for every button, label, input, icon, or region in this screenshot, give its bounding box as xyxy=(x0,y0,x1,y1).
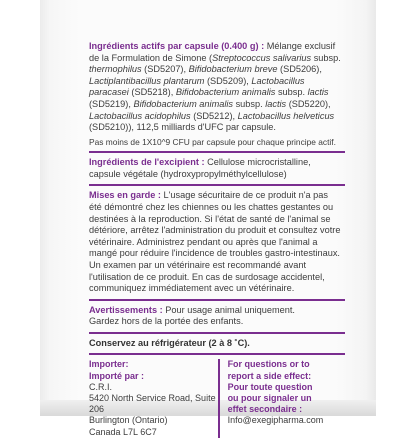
ingredients-heading: Ingrédients actifs par capsule (0.400 g) : xyxy=(89,41,265,51)
warnings-text: L'usage sécuritaire de ce produit n'a pas été démontré chez les chiennes ou les chattes gestantes ou destinées à la reproduction. Si l'état de santé de l'animal se détériore, arrêtez l'administration du produit et consultez votre vétérinaire. Administrez pendant ou après que l'animal a mangé pour réduire l'incidence de troubles gastro-intestinaux. Un examen par un vétérinaire est recommandé avant l'utilisation de ce produit. En cas de surdosage accidentel, communiquez immédiatement avec un vétérinaire. xyxy=(89,190,341,294)
contact-heading-line: effet secondaire : xyxy=(227,404,303,415)
importer-heading-fr: Importé par : xyxy=(89,370,145,381)
importer-address-line: 5420 North Service Road, Suite 206 xyxy=(89,393,216,415)
importer-address-line: C.R.I. xyxy=(89,381,113,392)
excipients-paragraph xyxy=(89,157,341,180)
contact-heading-line: Pour toute question xyxy=(227,381,313,392)
label-content xyxy=(89,41,341,438)
warnings-heading: Mises en garde : xyxy=(89,190,161,201)
importer-block xyxy=(89,359,218,437)
importer-address-line: Canada L7L 6C7 xyxy=(89,426,157,437)
importer-address-line: Burlington (Ontario) xyxy=(89,415,168,426)
divider xyxy=(89,299,345,301)
divider xyxy=(89,353,345,355)
cfu-note: Pas moins de 1X10^9 CFU par capsule pour chaque principe actif. xyxy=(89,136,336,147)
cautions-text: Pour usage animal uniquement. xyxy=(162,304,295,315)
cautions-paragraph xyxy=(89,305,341,317)
ingredients-text: Mélange exclusif de la Formulation de Simone (Streptococcus salivarius subsp. thermophilus (SD5207), Bifidobacterium breve (SD5206), Lactiplantibacillus plantarum (SD5209), Lactobacillus paracasei (SD5218), Bifidobacterium animalis subsp. lactis (SD5219), Bifidobacterium animalis subsp. lactis (SD5220), Lactobacillus acidophilus (SD5212), Lactobacillus helveticus (SD5210)), 112,5 milliards d'UFC par capsule. xyxy=(89,41,341,133)
importer-heading-en: Importer: xyxy=(89,359,129,370)
contact-heading-line: report a side effect: xyxy=(227,370,312,381)
ingredients-paragraph xyxy=(89,41,341,134)
divider xyxy=(89,151,345,153)
excipients-text: Cellulose microcristalline, capsule végétale (hydroxypropylméthylcellulose) xyxy=(89,157,311,179)
contact-block xyxy=(218,359,341,437)
excipients-heading: Ingrédients de l'excipient : xyxy=(89,157,205,168)
cautions-heading: Avertissements : xyxy=(89,304,163,315)
contact-heading-line: ou pour signaler un xyxy=(227,393,312,404)
footer-columns xyxy=(89,359,341,437)
divider xyxy=(89,332,345,334)
divider xyxy=(89,184,345,186)
storage-instructions: Conservez au réfrigérateur (2 à 8 ˚C). xyxy=(89,337,250,348)
contact-heading-line: For questions or to xyxy=(227,359,310,370)
cautions-line2: Gardez hors de la portée des enfants. xyxy=(89,316,244,327)
contact-email: Info@exegipharma.com xyxy=(227,415,324,426)
warnings-paragraph xyxy=(89,190,341,294)
